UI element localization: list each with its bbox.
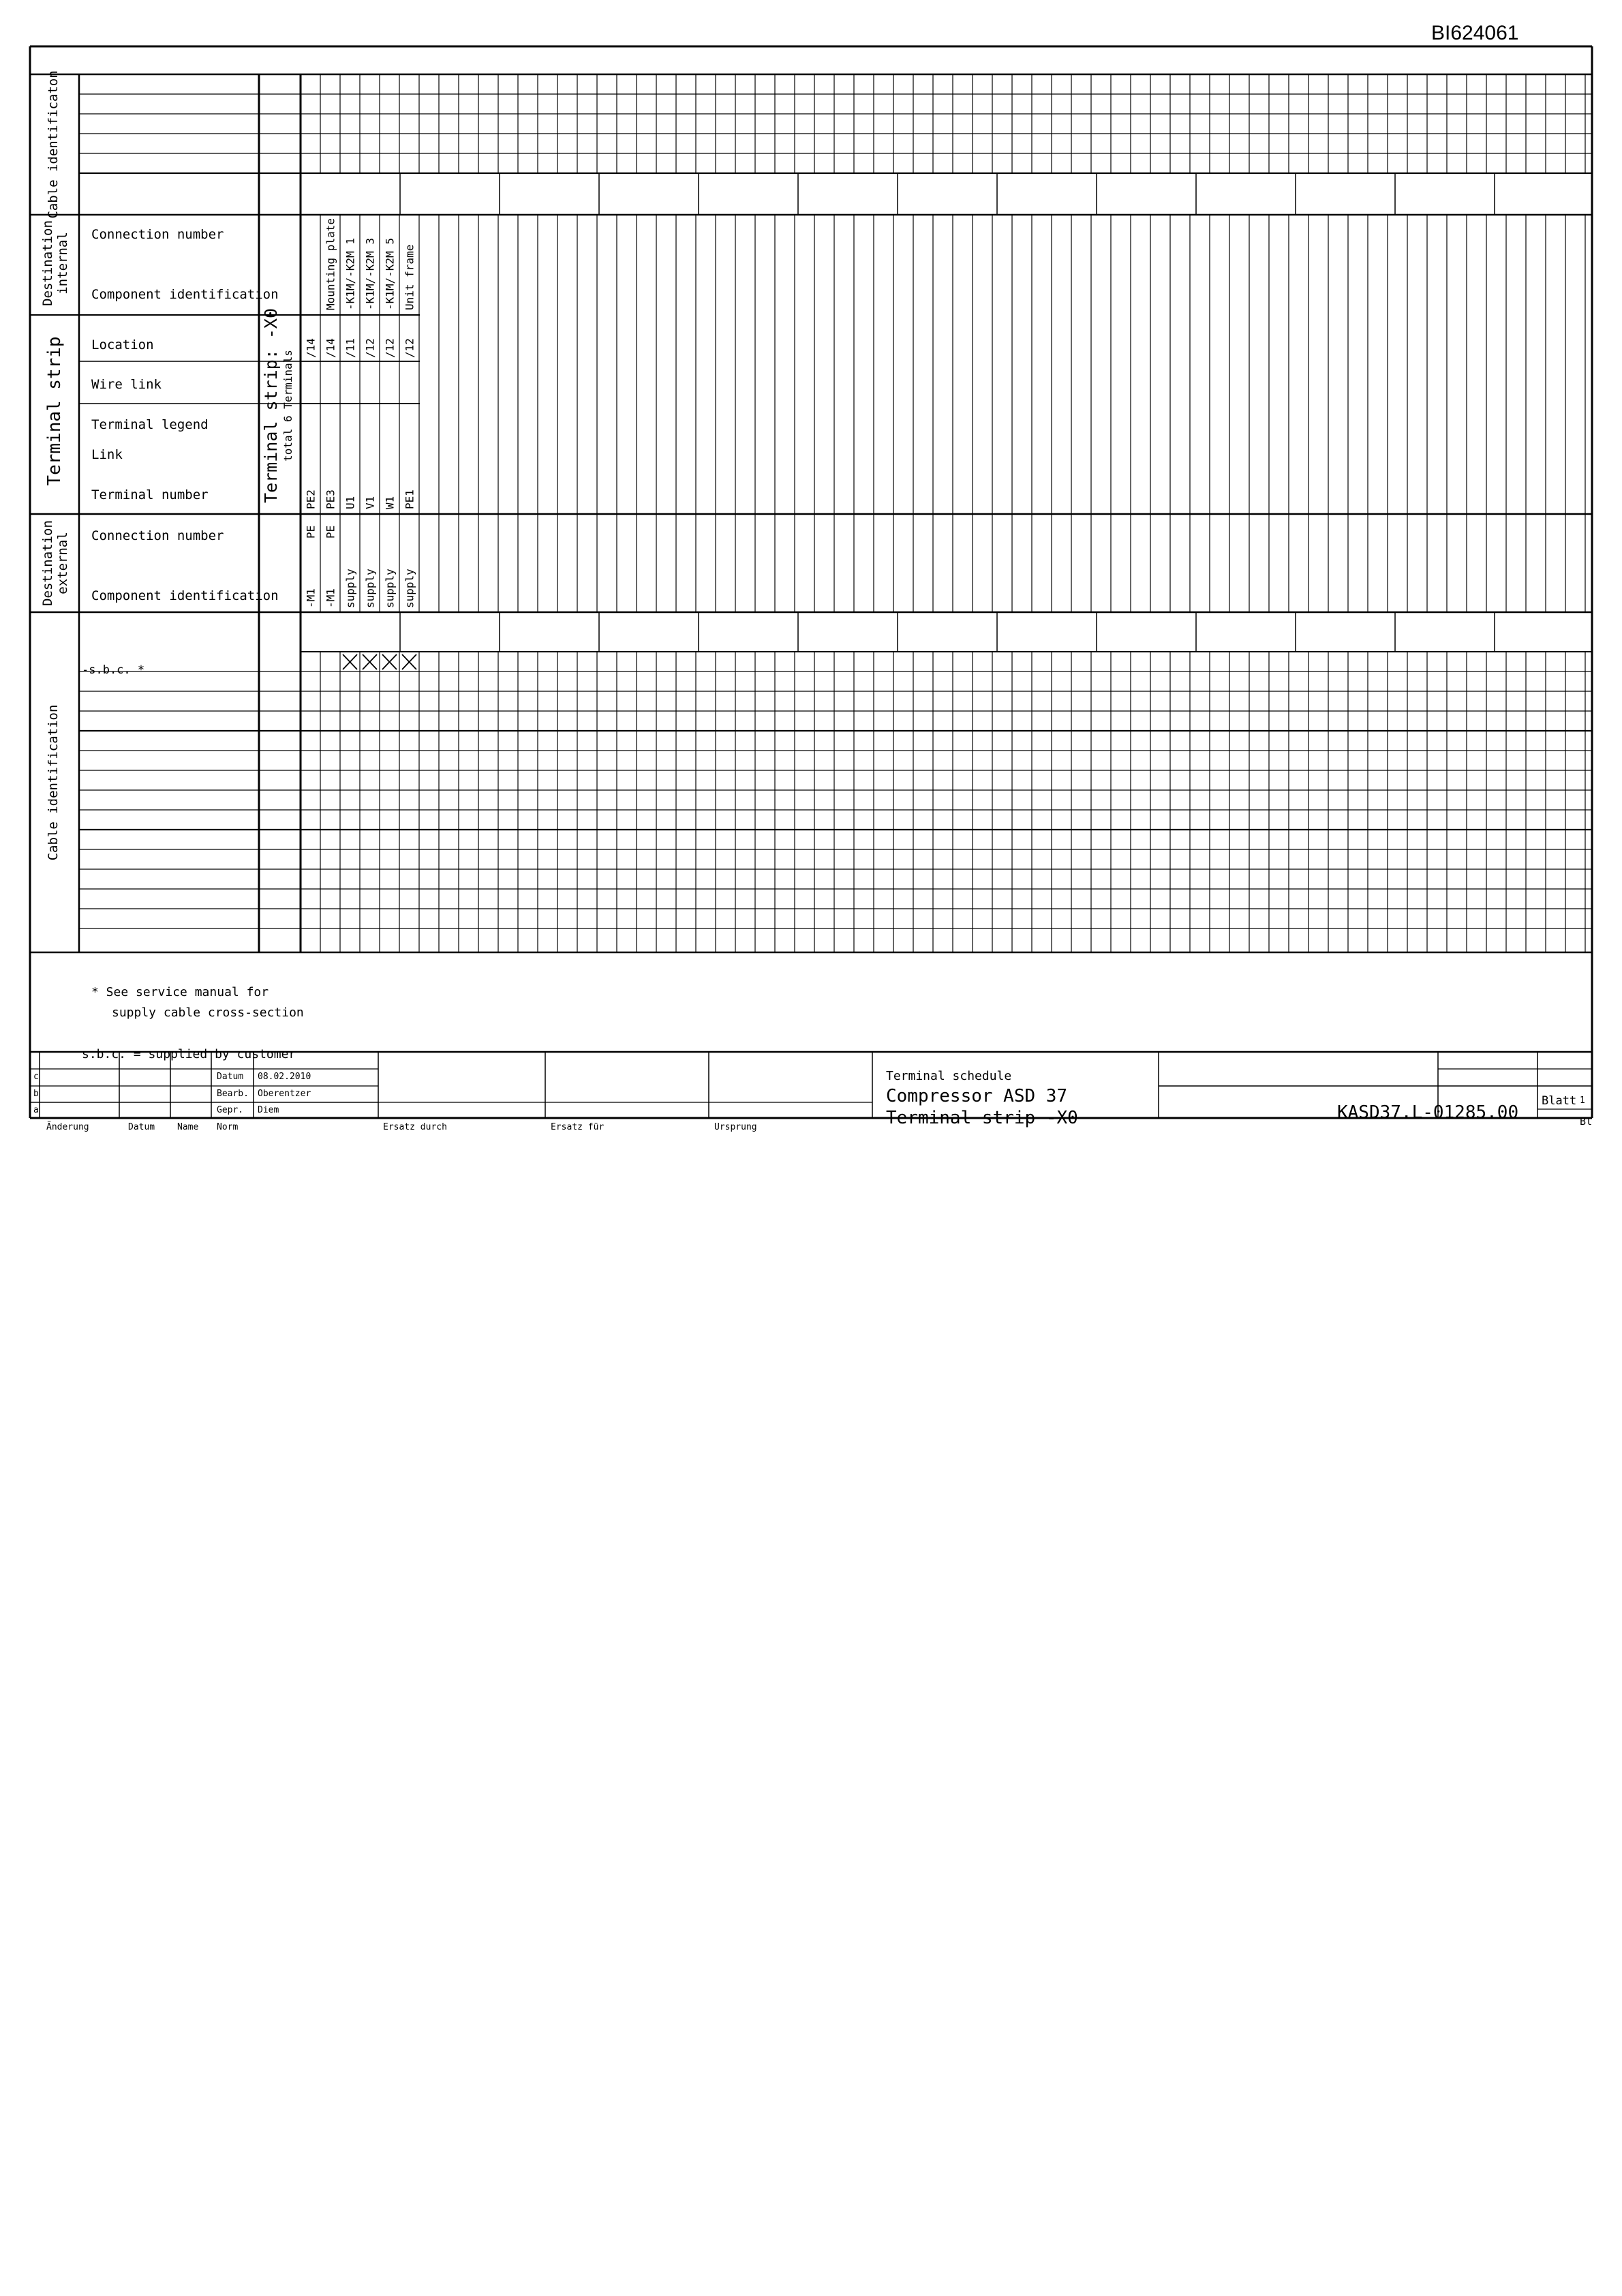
terminal-number-3: U1 <box>343 496 357 509</box>
label-link: Link <box>91 447 123 462</box>
terminal-strip-title: Terminal strip: -X0 <box>261 308 281 503</box>
label-connection-number-internal: Connection number <box>91 227 224 242</box>
label-terminal-legend: Terminal legend <box>91 417 209 432</box>
terminal-location-4: /12 <box>363 338 377 358</box>
note-service-manual: * See service manual for <box>91 985 269 999</box>
title-line-1: Compressor ASD 37 <box>886 1086 1068 1106</box>
label-terminal-number: Terminal number <box>91 487 209 502</box>
note-sbc: s.b.c. = supplied by customer <box>82 1047 296 1061</box>
section-dest-internal-line2: internal <box>55 232 70 294</box>
replaces: Ersatz für <box>551 1122 605 1132</box>
terminal-number-6: PE1 <box>403 489 416 509</box>
origin: Ursprung <box>714 1122 757 1132</box>
rev-letter-b: b <box>33 1089 39 1099</box>
terminal-location-6: /12 <box>403 338 416 358</box>
section-cable-bottom: Cable identification <box>46 704 61 861</box>
terminal-ext-conn-1: PE <box>304 525 318 539</box>
note-supply-cable: supply cable cross-section <box>112 1006 304 1020</box>
checked-label: Gepr. <box>217 1105 244 1115</box>
title-line-2: Terminal strip -X0 <box>886 1108 1078 1128</box>
drawing-number: KASD37.L-01285.00 <box>1337 1102 1519 1123</box>
label-connection-number-external: Connection number <box>91 528 224 543</box>
terminal-component-4: -K1M/-K2M 3 <box>363 238 377 310</box>
terminal-component-5: -K1M/-K2M 5 <box>383 238 397 310</box>
terminal-ext-comp-2: -M1 <box>324 588 337 608</box>
title-block <box>33 1069 1592 1132</box>
terminal-number-1: PE2 <box>304 489 318 509</box>
checked-value: Diem <box>258 1105 279 1115</box>
edited-label: Bearb. <box>217 1089 249 1099</box>
label-component-identification-internal: Component identification <box>91 287 279 302</box>
terminal-ext-comp-3: supply <box>343 569 357 608</box>
terminal-component-6: Unit frame <box>403 244 416 310</box>
edited-value: Oberentzer <box>258 1089 311 1099</box>
terminal-location-1: /14 <box>304 338 318 358</box>
terminal-location-5: /12 <box>383 338 397 358</box>
cable-note: -s.b.c. * <box>82 663 145 677</box>
replaced-by: Ersatz durch <box>383 1122 447 1132</box>
terminal-ext-comp-5: supply <box>383 569 397 608</box>
section-dest-internal-line1: Destination <box>40 220 55 306</box>
col-header-norm: Norm <box>217 1122 239 1132</box>
document-id: BI624061 <box>1431 22 1519 44</box>
rev-letter-a: a <box>33 1105 39 1115</box>
sheets-suffix: Bl <box>1580 1115 1593 1128</box>
rev-letter-c: c <box>33 1072 39 1082</box>
grid-lines <box>30 46 1592 1118</box>
col-header-name: Name <box>177 1122 199 1132</box>
terminal-strip-subtitle: total 6 Terminals <box>281 350 294 462</box>
date-value: 08.02.2010 <box>258 1072 311 1082</box>
section-cable-top: Cable identificaton <box>46 70 61 219</box>
section-dest-external-line2: external <box>55 532 70 594</box>
terminal-component-3: -K1M/-K2M 1 <box>343 238 357 310</box>
section-terminal-strip: Terminal strip <box>44 336 65 486</box>
terminal-location-2: /14 <box>324 338 337 358</box>
label-location: Location <box>91 337 154 352</box>
terminal-ext-comp-4: supply <box>363 569 377 608</box>
terminal-number-5: W1 <box>383 496 397 509</box>
sheet-label: Blatt <box>1542 1094 1577 1108</box>
label-wire-link: Wire link <box>91 377 162 392</box>
sheet-number: 1 <box>1580 1096 1585 1106</box>
terminal-ext-conn-2: PE <box>324 525 337 539</box>
section-dest-external-line1: Destination <box>40 520 55 606</box>
terminal-ext-comp-1: -M1 <box>304 588 318 608</box>
col-header-change: Änderung <box>46 1122 89 1132</box>
doc-type: Terminal schedule <box>886 1069 1012 1083</box>
date-label: Datum <box>217 1072 244 1082</box>
terminal-number-4: V1 <box>363 496 377 509</box>
terminal-number-2: PE3 <box>324 489 337 509</box>
terminal-location-3: /11 <box>343 338 357 358</box>
label-component-identification-external: Component identification <box>91 588 279 603</box>
terminal-component-2: Mounting plate <box>324 218 337 310</box>
col-header-date: Datum <box>128 1122 155 1132</box>
terminal-ext-comp-6: supply <box>403 569 416 608</box>
